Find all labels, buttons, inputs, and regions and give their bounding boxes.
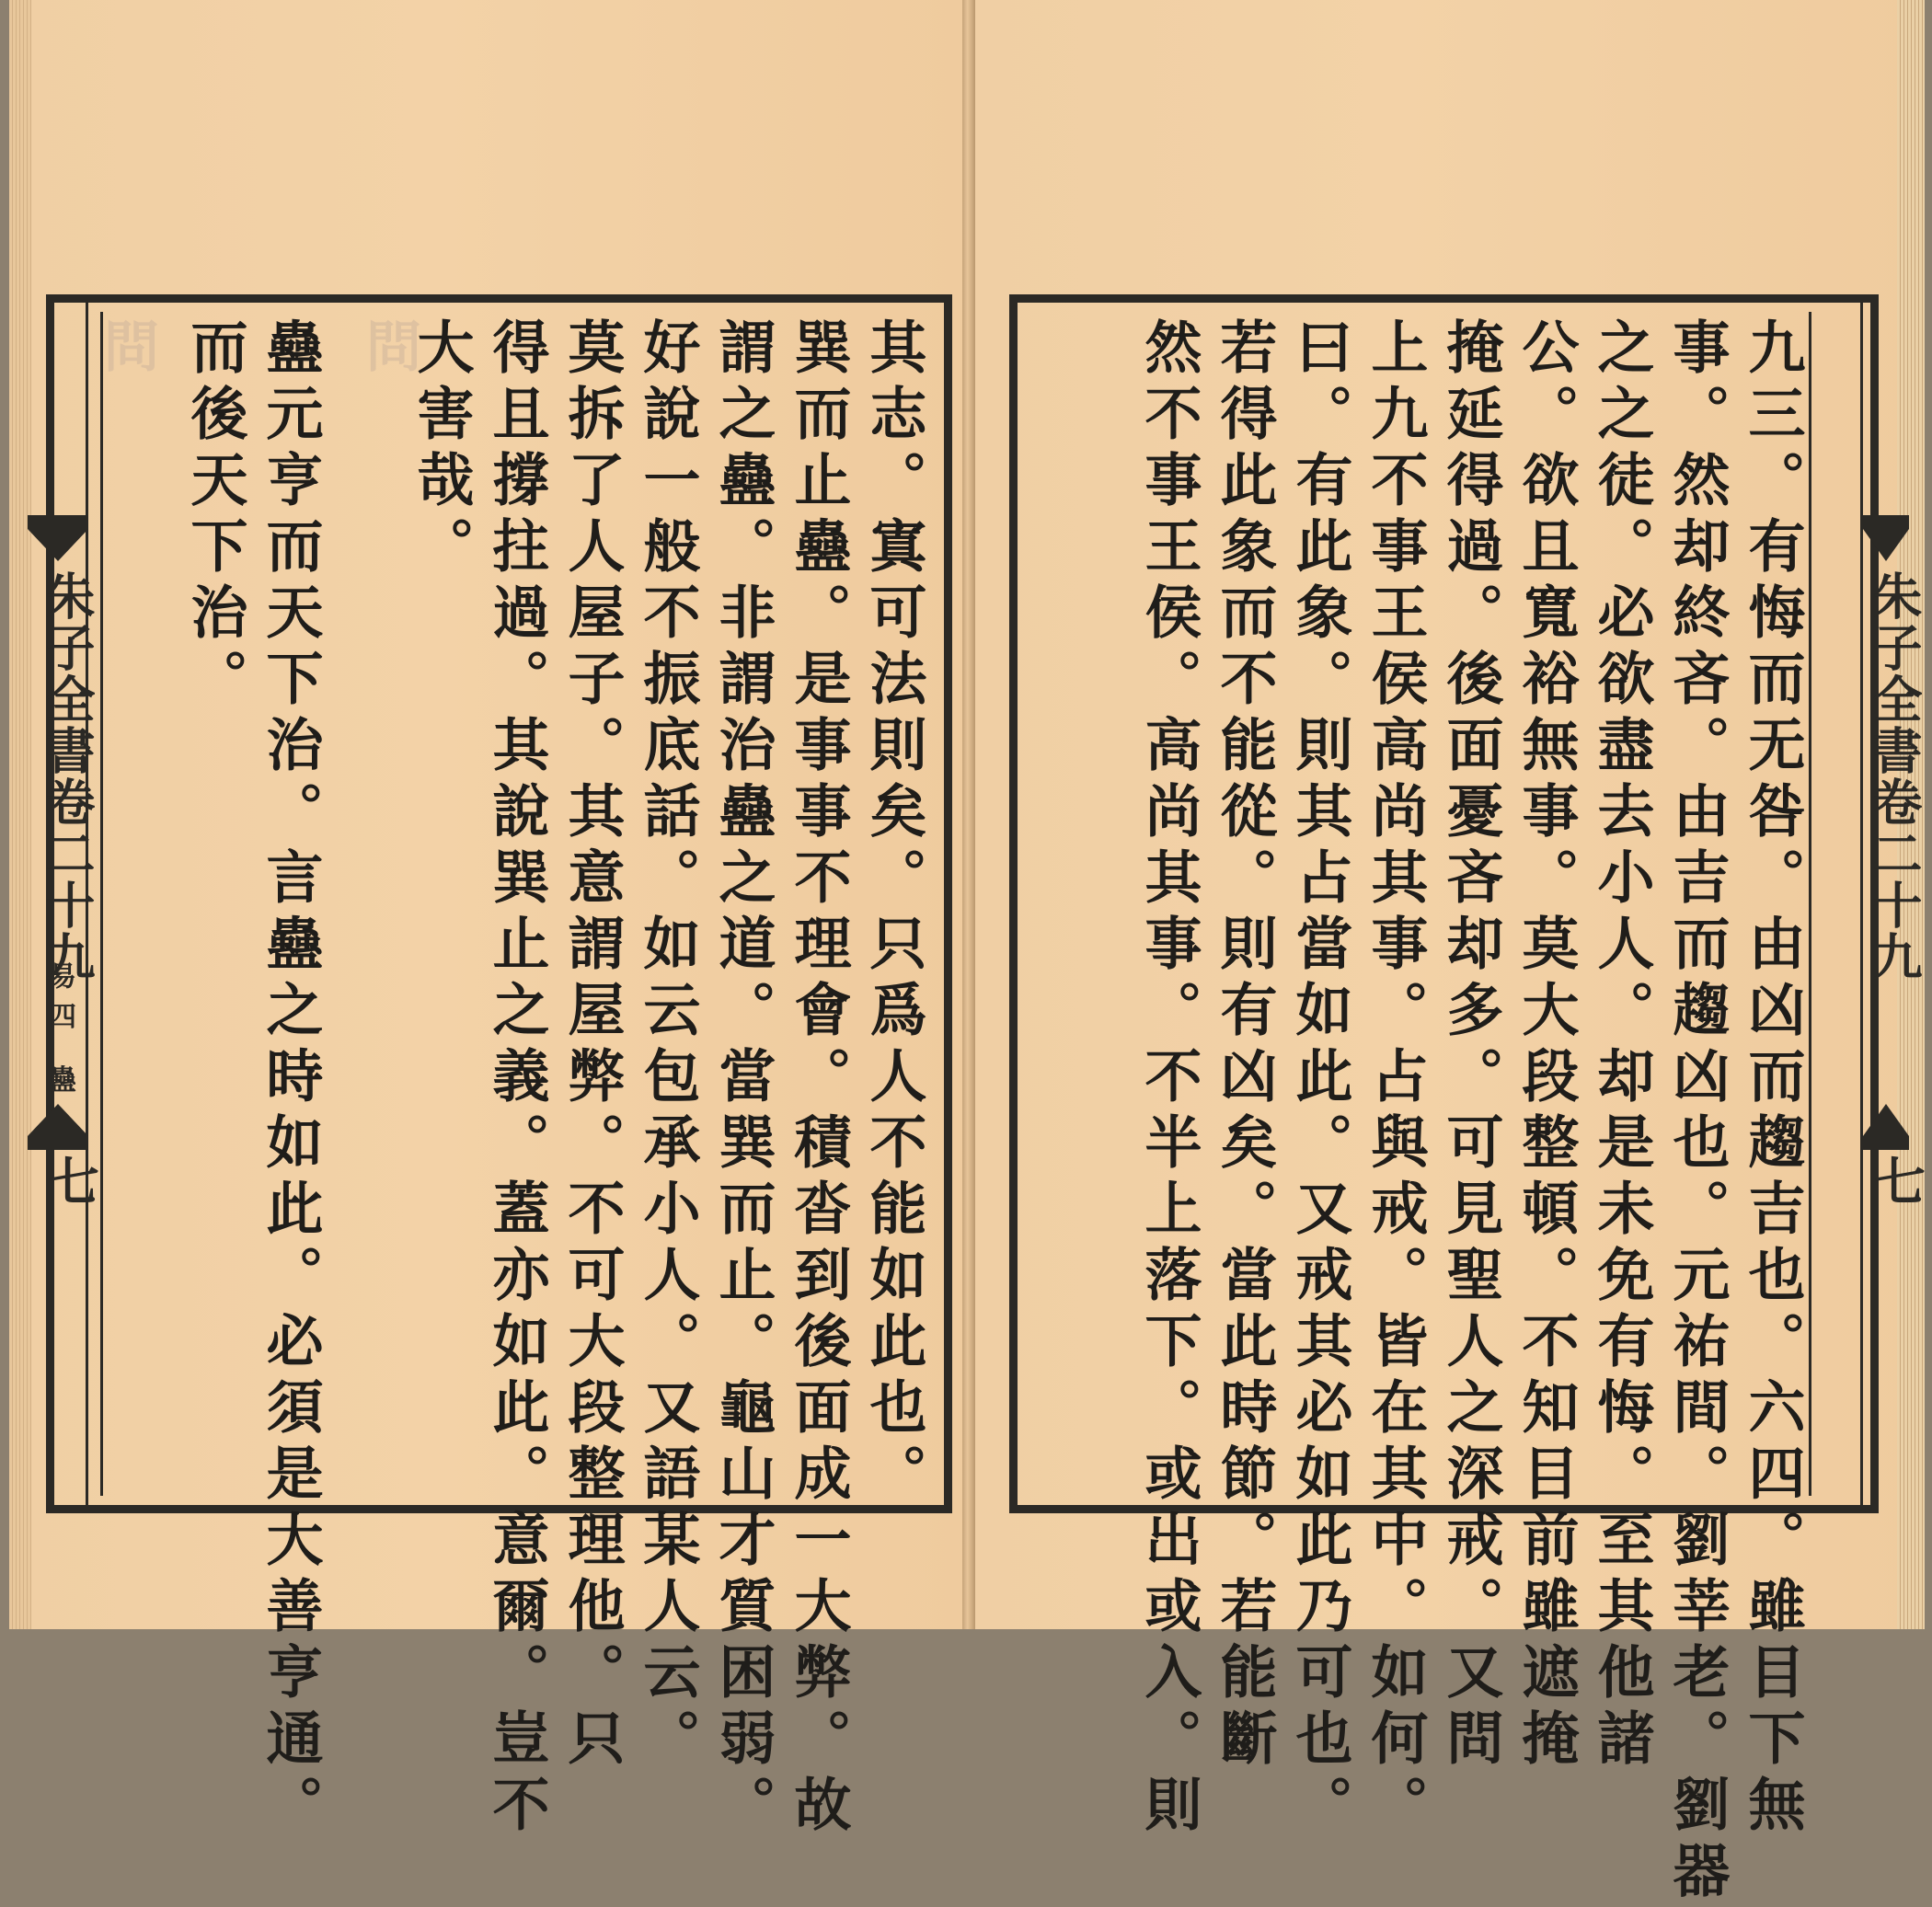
right-column-9: 然不事王侯。高尚其事。不半上落下。或出或入。則 bbox=[1135, 317, 1202, 1841]
right-column-3: 之之徒。必欲盡去小人。却是未免有悔。至其他諸 bbox=[1588, 317, 1655, 1775]
right-column-1: 九三。有悔而无咎。由凶而趨吉也。六四。雖目下無 bbox=[1739, 317, 1806, 1841]
fishtail-top bbox=[1863, 515, 1909, 561]
left-column-4: 好說一般不振底話。如云包承小人。又語某人云。 bbox=[634, 317, 701, 1775]
left-column-6: 得且撐拄過。其說巽止之義。蓋亦如此。意爾。豈不 bbox=[483, 317, 550, 1841]
fishtail-top bbox=[28, 515, 88, 561]
right-banxin-title: 朱子全書卷二十九 bbox=[1865, 570, 1924, 982]
left-banxin-title: 朱子全書卷二十九 bbox=[38, 570, 97, 982]
left-column-1: 其志。寘可法則矣。只爲人不能如此也。 bbox=[860, 317, 927, 1510]
fishtail-bottom bbox=[1863, 1104, 1909, 1150]
right-column-6: 上九不事王侯高尚其事。占與戒。皆在其中。如何。 bbox=[1362, 317, 1429, 1841]
right-column-5: 掩延得過。後面憂吝却多。可見聖人之深戒。又問 bbox=[1437, 317, 1504, 1775]
show-through-text: 問 bbox=[357, 317, 421, 373]
show-through-text: 問 bbox=[95, 317, 159, 373]
right-column-2: 事。然却終吝。由吉而趨凶也。元祐間。劉莘老。劉器 bbox=[1663, 317, 1731, 1907]
left-banxin-leaf: 七 bbox=[40, 1155, 100, 1206]
left-column-8: 蠱元亨而天下治。言蠱之時如此。必須是大善亨通。 bbox=[257, 317, 324, 1841]
left-column-7: 大害哉。 bbox=[408, 317, 475, 582]
left-banxin-section: 易四 蠱 bbox=[43, 961, 75, 1106]
book-gutter bbox=[962, 0, 975, 1629]
right-column-8: 若得此象而不能從。則有凶矣。當此時節。若能斷 bbox=[1211, 317, 1278, 1775]
right-block-center bbox=[1860, 294, 1926, 1513]
left-column-9: 而後天下治。 bbox=[181, 317, 248, 715]
left-column-2: 巽而止蠱。是事事不理會。積沓到後面成一大弊。故 bbox=[785, 317, 852, 1841]
left-block-center bbox=[28, 294, 100, 1513]
right-column-7: 曰。有此象。則其占當如此。又戒其必如此乃可也。 bbox=[1286, 317, 1353, 1841]
left-column-3: 謂之蠱。非謂治蠱之道。當巽而止。龜山才質困弱。 bbox=[709, 317, 776, 1841]
inner-rule bbox=[1809, 312, 1811, 1496]
left-column-5: 莫拆了人屋子。其意謂屋弊。不可大段整理他。只 bbox=[558, 317, 626, 1775]
fishtail-bottom bbox=[28, 1104, 88, 1150]
right-banxin-leaf: 七 bbox=[1866, 1155, 1926, 1206]
right-column-4: 公。欲且寬裕無事。莫大段整頓。不知目前雖遮掩 bbox=[1512, 317, 1580, 1775]
